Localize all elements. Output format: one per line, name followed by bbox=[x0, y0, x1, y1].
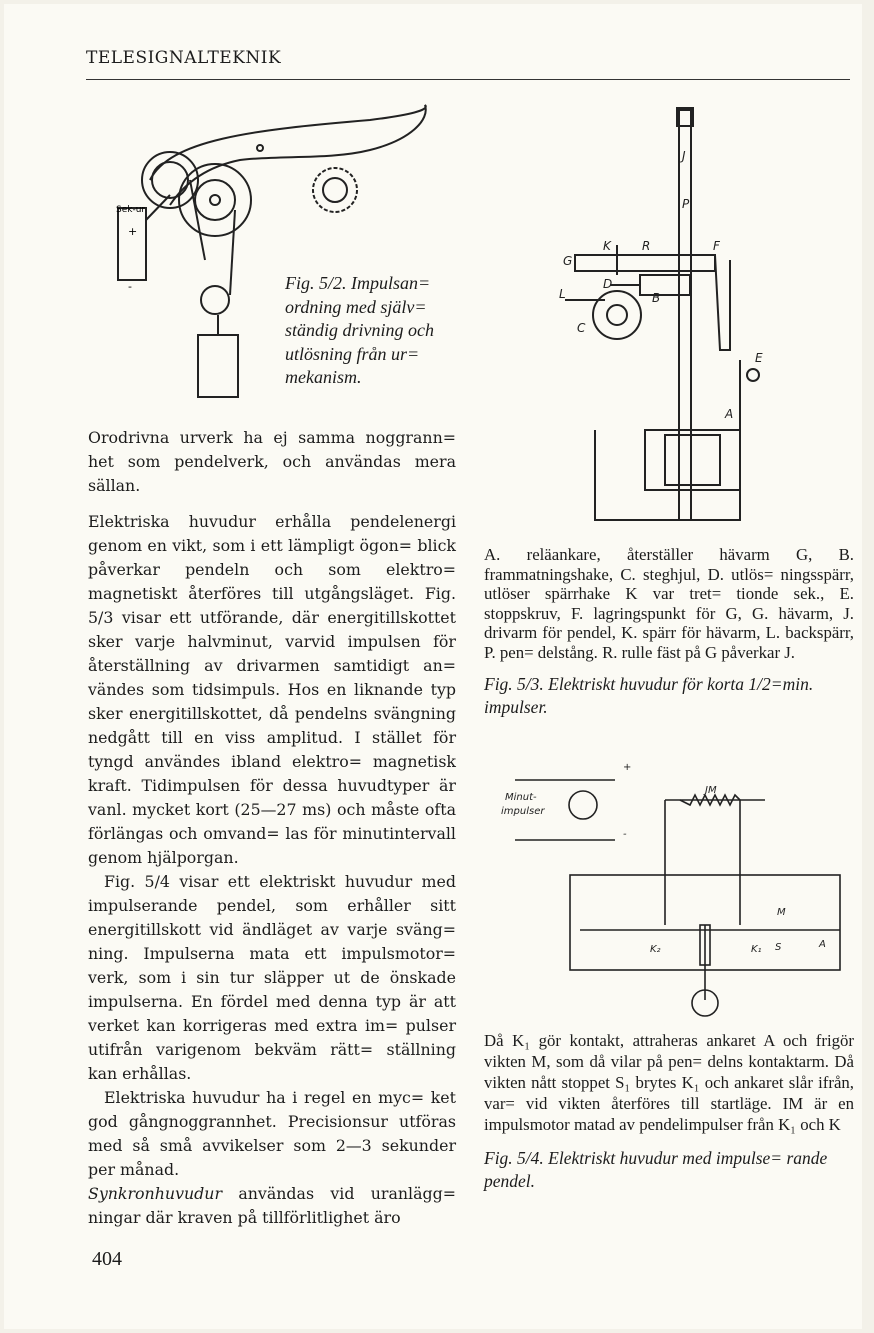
page-number: 404 bbox=[92, 1248, 122, 1270]
figure-5-3-legend: A. reläankare, återställer hävarm G, B. frammatningshake, C. steghjul, D. utlös= ningsspärr, utlöser spärrhake K var tret= tionde sek., E. stoppskruv, F. lagringspunkt för G, G. hävarm, J. drivarm för pendel, K. spärr för hävarm, L. backspärr, P. pen= delstång. R. rulle fäst på G påverkar J. bbox=[484, 545, 854, 662]
body-paragraph-2: Elektriska huvudur erhålla pendelenergi genom en vikt, som i ett lämpligt ögon= blick påverkar pendeln och som elektro= magnetiskt återföres till utgångsläget. Fig. 5/3 visar ett utförande, där energitillskottet sker varje halvminut, varvid impulsen för återställning av drivarmen samtidigt an= vändes som tidsimpuls. Hos en liknande typ sker energitillskottet, då pendelns svängning nedgått till en viss amplitud. I stället för tyngd användes ibland elektro= magnetisk kraft. Tidimpulsen för dessa huvudtyper är vanl. mycket kort (25—27 ms) och måste ofta förlängas och omvand= las för minutintervall genom hjälporgan. bbox=[88, 512, 456, 867]
caption-line: ordning med själv= bbox=[285, 296, 427, 317]
body-paragraph-3: Fig. 5/4 visar ett elektriskt huvudur med impulserande pendel, som erhåller sitt energitillskott vid ändläget av varje sväng= ning. Impulserna mata ett impulsmotor= verk, som i sin tur släpper ut de önskade impulserna. En fördel med denna typ är att verket kan korrigeras med extra im= pulser utifrån varigenom bekväm rätt= ställning kan erhållas. bbox=[88, 872, 456, 1083]
body-paragraph-1 bbox=[88, 426, 456, 498]
figure-5-3-drawing bbox=[555, 100, 795, 530]
figure-5-4-caption: Fig. 5/4. Elektriskt huvudur med impulse= rande pendel. bbox=[484, 1148, 828, 1191]
fig53-label: P bbox=[682, 197, 690, 211]
figure-5-3-caption: Fig. 5/3. Elektriskt huvudur för korta 1/2=min. impulser. bbox=[484, 673, 814, 717]
figure-5-4-description: Då K₁ gör kontakt, attraheras ankaret A och frigör vikten M, som då vilar på pen= delns kontaktarm. Då vikten nått stoppet S₁ brytes K₁ och ankaret slår ifrån, var= vid vikten återföres till startläge. IM är en impulsmotor matad av pendelimpulser från K₁ och K bbox=[484, 1031, 854, 1134]
figure-5-2-caption bbox=[285, 272, 475, 390]
fig54-a-label: A bbox=[819, 939, 826, 950]
fig53-label: C bbox=[577, 321, 586, 335]
fig53-label: K bbox=[603, 239, 611, 253]
fig53-label: G bbox=[563, 254, 573, 268]
emphasis-term: Synkronhuvudur bbox=[88, 1184, 223, 1203]
fig52-minus-label: - bbox=[128, 280, 132, 293]
fig53-label: A bbox=[725, 407, 734, 421]
fig52-sekur-label: Sek-ur bbox=[116, 205, 146, 215]
fig53-label: F bbox=[713, 239, 720, 253]
fig53-label: B bbox=[652, 291, 661, 305]
fig53-label: R bbox=[642, 239, 651, 253]
paragraph-text: användas vid uranlägg= ningar där kraven på tillförlitlighet äro bbox=[88, 1184, 456, 1227]
fig54-m-label: M bbox=[777, 907, 786, 918]
fig54-k1-label: K₁ bbox=[751, 944, 762, 955]
figure-5-4-drawing bbox=[495, 755, 855, 1030]
fig53-label: E bbox=[755, 351, 763, 365]
fig54-impulser-label: impulser bbox=[501, 806, 545, 817]
fig53-label: J bbox=[682, 149, 686, 163]
paragraph-text: Orodrivna urverk ha ej samma noggrann= het som pendelverk, och användas mera sällan. bbox=[88, 428, 456, 495]
header-rule bbox=[86, 79, 850, 80]
figure-5-3-text bbox=[484, 545, 854, 719]
caption-line: Fig. 5/2. Impulsan= bbox=[285, 273, 431, 293]
caption-line: mekanism. bbox=[285, 367, 362, 387]
body-paragraph-4: Elektriska huvudur ha i regel en myc= ket god gångnoggrannhet. Precisionsur utföras med så små avvikelser som 2—3 sekunder per månad. bbox=[88, 1088, 456, 1179]
fig54-plus-label: + bbox=[623, 762, 632, 773]
caption-line: ständig drivning och bbox=[285, 320, 434, 340]
fig53-label: D bbox=[603, 277, 613, 291]
caption-line: utlösning från ur= bbox=[285, 343, 420, 364]
fig53-label: L bbox=[559, 287, 566, 301]
fig54-minut-label: Minut- bbox=[505, 792, 537, 803]
figure-5-4-text bbox=[484, 1030, 854, 1193]
fig54-im-label: JM bbox=[705, 785, 717, 796]
fig54-k2-label: K₂ bbox=[650, 944, 661, 955]
body-text-block bbox=[88, 510, 456, 1230]
fig54-s-label: S bbox=[775, 942, 782, 953]
body-paragraph-5 bbox=[88, 1182, 456, 1230]
fig54-minus-label: - bbox=[623, 829, 627, 840]
fig52-plus-label: + bbox=[128, 225, 138, 238]
running-header: TELESIGNALTEKNIK bbox=[86, 48, 282, 68]
